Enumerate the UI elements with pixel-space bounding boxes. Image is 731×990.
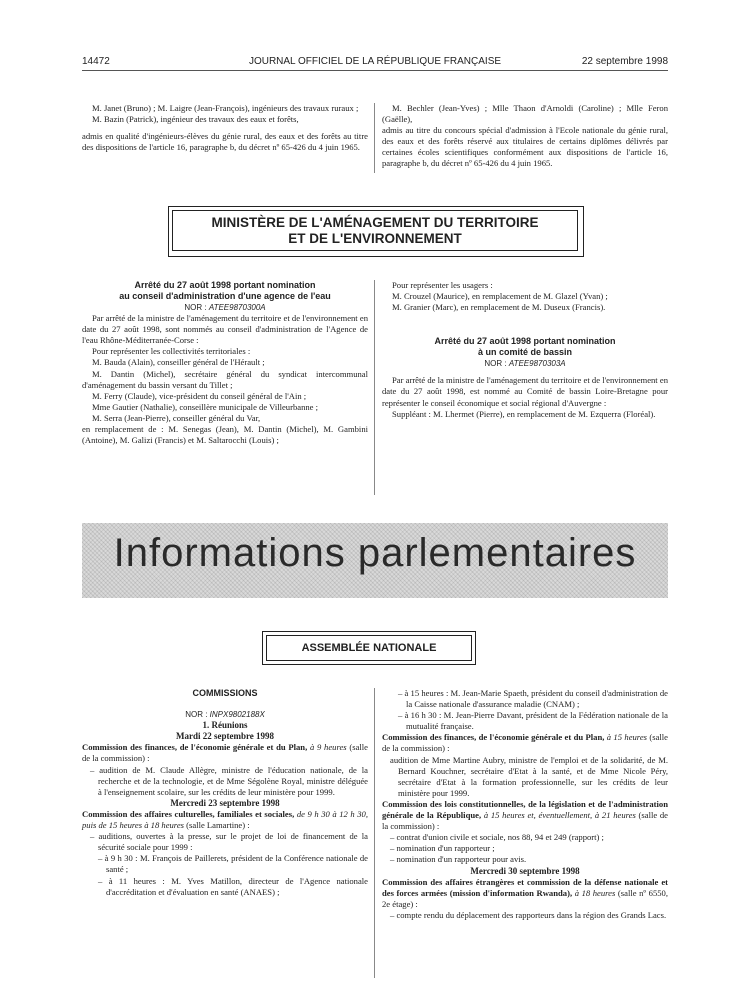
text-paragraph: M. Serra (Jean-Pierre), conseiller général du Var, [92, 412, 261, 423]
ministry-title [172, 210, 578, 251]
text-paragraph: Pour représenter les collectivités territoriales : [92, 346, 251, 357]
nor-reference: NOR : ATEE9870300A [184, 303, 266, 312]
date-heading: Mercredi 30 septembre 1998 [470, 865, 580, 876]
agenda-item: – audition de M. Claude Allègre, ministre de l'éducation nationale, de la recherche et de la technologie, et de Mme Ségolène Royal, ministre déléguée à l'enseignement scolaire, sur les crédits de leur ministère pour 1999. [90, 764, 368, 797]
commission-entry: Commission des lois constitutionnelles, de la législation et de l'administration générale de la République, à 15 heures et, éventuellement, à 21 heures (salle de la commission) : [382, 798, 668, 832]
agenda-subitem: – à 15 heures : M. Jean-Marie Spaeth, président du conseil d'administration de la Caisse nationale d'assurance maladie (CNAM) ; [398, 688, 668, 710]
text-paragraph: admis au titre du concours spécial d'admission à l'Ecole nationale du génie rural, des eaux et des forêts réservé aux titulaires de certains diplômes délivrés par certaines écoles scientifiques conformément aux dispositions de l'article 16, paragraphe b, du décret nº 65-426 du 4 juin 1965. [382, 125, 668, 169]
text-paragraph: M. Bauda (Alain), conseiller général de l'Hérault ; [92, 357, 265, 368]
page-number: 14472 [82, 56, 110, 67]
column-rule [374, 103, 375, 173]
text-paragraph: M. Janet (Bruno) ; M. Laigre (Jean-François), ingénieurs des travaux ruraux ; [92, 103, 359, 113]
text-paragraph: M. Crouzel (Maurice), en remplacement de M. Glazel (Yvan) ; [392, 291, 608, 302]
text-paragraph: Pour représenter les usagers : [392, 280, 493, 290]
header-rule [82, 70, 668, 71]
text-paragraph: admis en qualité d'ingénieurs-élèves du génie rural, des eaux et des forêts au titre des dispositions de l'article 16, paragraphe b, du décret nº 65-426 du 4 juin 1965. [82, 131, 368, 153]
arrete-title: Arrêté du 27 août 1998 portant nomination [134, 280, 316, 290]
agenda-item: – contrat d'union civile et sociale, nos 88, 94 et 249 (rapport) ; [390, 832, 604, 843]
banner-title: Informations parlementaires [113, 531, 637, 575]
section-banner [82, 523, 668, 598]
column-rule [374, 688, 375, 978]
text-paragraph: M. Ferry (Claude), vice-président du conseil général de l'Ain ; [92, 390, 307, 401]
nor-reference: NOR : INPX9802188X [185, 710, 265, 720]
text-paragraph: Par arrêté de la ministre de l'aménagement du territoire et de l'environnement en date du 27 août 1998, est nommé au Comité de bassin Loire-Bretagne pour représenter le conseil économique et social régional d'Auvergne : [382, 375, 668, 408]
agenda-subitem: – à 16 h 30 : M. Jean-Pierre Davant, président de la Fédération nationale de la mutualité française. [398, 710, 668, 732]
text-paragraph: M. Bazin (Patrick), ingénieur des travaux des eaux et forêts, [92, 114, 299, 125]
agenda-item: – nomination d'un rapporteur ; [390, 843, 495, 854]
agenda-item: – nomination d'un rapporteur pour avis. [390, 854, 527, 865]
column-rule [374, 280, 375, 495]
agenda-item: audition de Mme Martine Aubry, ministre de l'emploi et de la solidarité, de M. Bernard Kouchner, secrétaire d'Etat à la santé, et de Mme Nicole Péry, secrétaire d'Etat à la formation professionnelle, sur les crédits de leur ministère pour 1999. [390, 754, 668, 798]
section-heading: 1. Réunions [202, 720, 248, 731]
top-left-column [82, 103, 368, 153]
text-paragraph: en remplacement de : M. Senegas (Jean), M. Dantin (Michel), M. Gambini (Antoine), M. Galizi (Francis) et M. Saltarocchi (Louis) ; [82, 424, 368, 446]
assemblee-title: ASSEMBLÉE NATIONALE [266, 635, 472, 661]
text-paragraph: M. Dantin (Michel), secrétaire général du syndicat intercommunal d'aménagement du bassin versant du Tillet ; [82, 368, 368, 390]
date-heading: Mercredi 23 septembre 1998 [170, 797, 280, 808]
agenda-item: – compte rendu du déplacement des rapporteurs dans la région des Grands Lacs. [390, 909, 667, 920]
arrete-left-column [82, 280, 368, 446]
commissions-right-column [382, 688, 668, 921]
ministry-title-line: MINISTÈRE DE L'AMÉNAGEMENT DU TERRITOIRE [211, 215, 539, 230]
date-heading: Mardi 22 septembre 1998 [175, 731, 275, 742]
text-paragraph: Suppléant : M. Lhermet (Pierre), en remplacement de M. Ezquerra (Floréal). [392, 408, 656, 419]
commissions-title: COMMISSIONS [192, 688, 258, 698]
text-paragraph: M. Bechler (Jean-Yves) ; Mlle Thaon d'Arnoldi (Caroline) ; Mlle Feron (Gaëlle), [382, 103, 668, 125]
top-right-column [382, 103, 668, 170]
arrete-title: au conseil d'administration d'une agence de l'eau [119, 291, 331, 301]
issue-date: 22 septembre 1998 [581, 56, 668, 67]
agenda-subitem: – à 11 heures : M. Yves Matillon, directeur de l'Agence nationale d'accréditation et d'évaluation en santé (ANAES) ; [98, 875, 368, 897]
journal-title: JOURNAL OFFICIEL DE LA RÉPUBLIQUE FRANÇAISE [248, 56, 502, 67]
text-paragraph: Par arrêté de la ministre de l'aménagement du territoire et de l'environnement en date du 27 août 1998, sont nommés au conseil d'administration de l'Agence de l'eau Rhône-Méditerranée-Corse : [82, 313, 368, 346]
commission-entry: Commission des finances, de l'économie générale et du Plan, à 15 heures (salle de la commission) : [382, 732, 668, 754]
arrete-title: à un comité de bassin [477, 347, 573, 358]
commissions-left-column [82, 688, 368, 898]
nor-reference: NOR : ATEE9870303A [484, 359, 566, 369]
agenda-subitem: – à 9 h 30 : M. François de Paillerets, président de la Conférence nationale de santé ; [98, 853, 368, 875]
commission-entry: Commission des finances, de l'économie générale et du Plan, à 9 heures (salle de la commission) : [82, 742, 368, 764]
arrete-right-column [382, 280, 668, 420]
ministry-title-line: ET DE L'ENVIRONNEMENT [288, 231, 462, 246]
commission-entry: Commission des affaires étrangères et commission de la défense nationale et des forces armées (mission d'information Rwanda), à 18 heures (salle nº 6550, 2e étage) : [382, 876, 668, 909]
agenda-item: – auditions, ouvertes à la presse, sur le projet de loi de financement de la sécurité sociale pour 1999 : [90, 831, 368, 853]
arrete-title: Arrêté du 27 août 1998 portant nomination [434, 336, 616, 347]
text-paragraph: M. Granier (Marc), en remplacement de M. Duseux (Francis). [392, 302, 606, 313]
commission-entry: Commission des affaires culturelles, familiales et sociales, de 9 h 30 à 12 h 30, puis de 15 heures à 18 heures (salle Lamartine) : [82, 808, 368, 831]
text-paragraph: Mme Gautier (Nathalie), conseillère municipale de Villeurbanne ; [92, 401, 319, 412]
